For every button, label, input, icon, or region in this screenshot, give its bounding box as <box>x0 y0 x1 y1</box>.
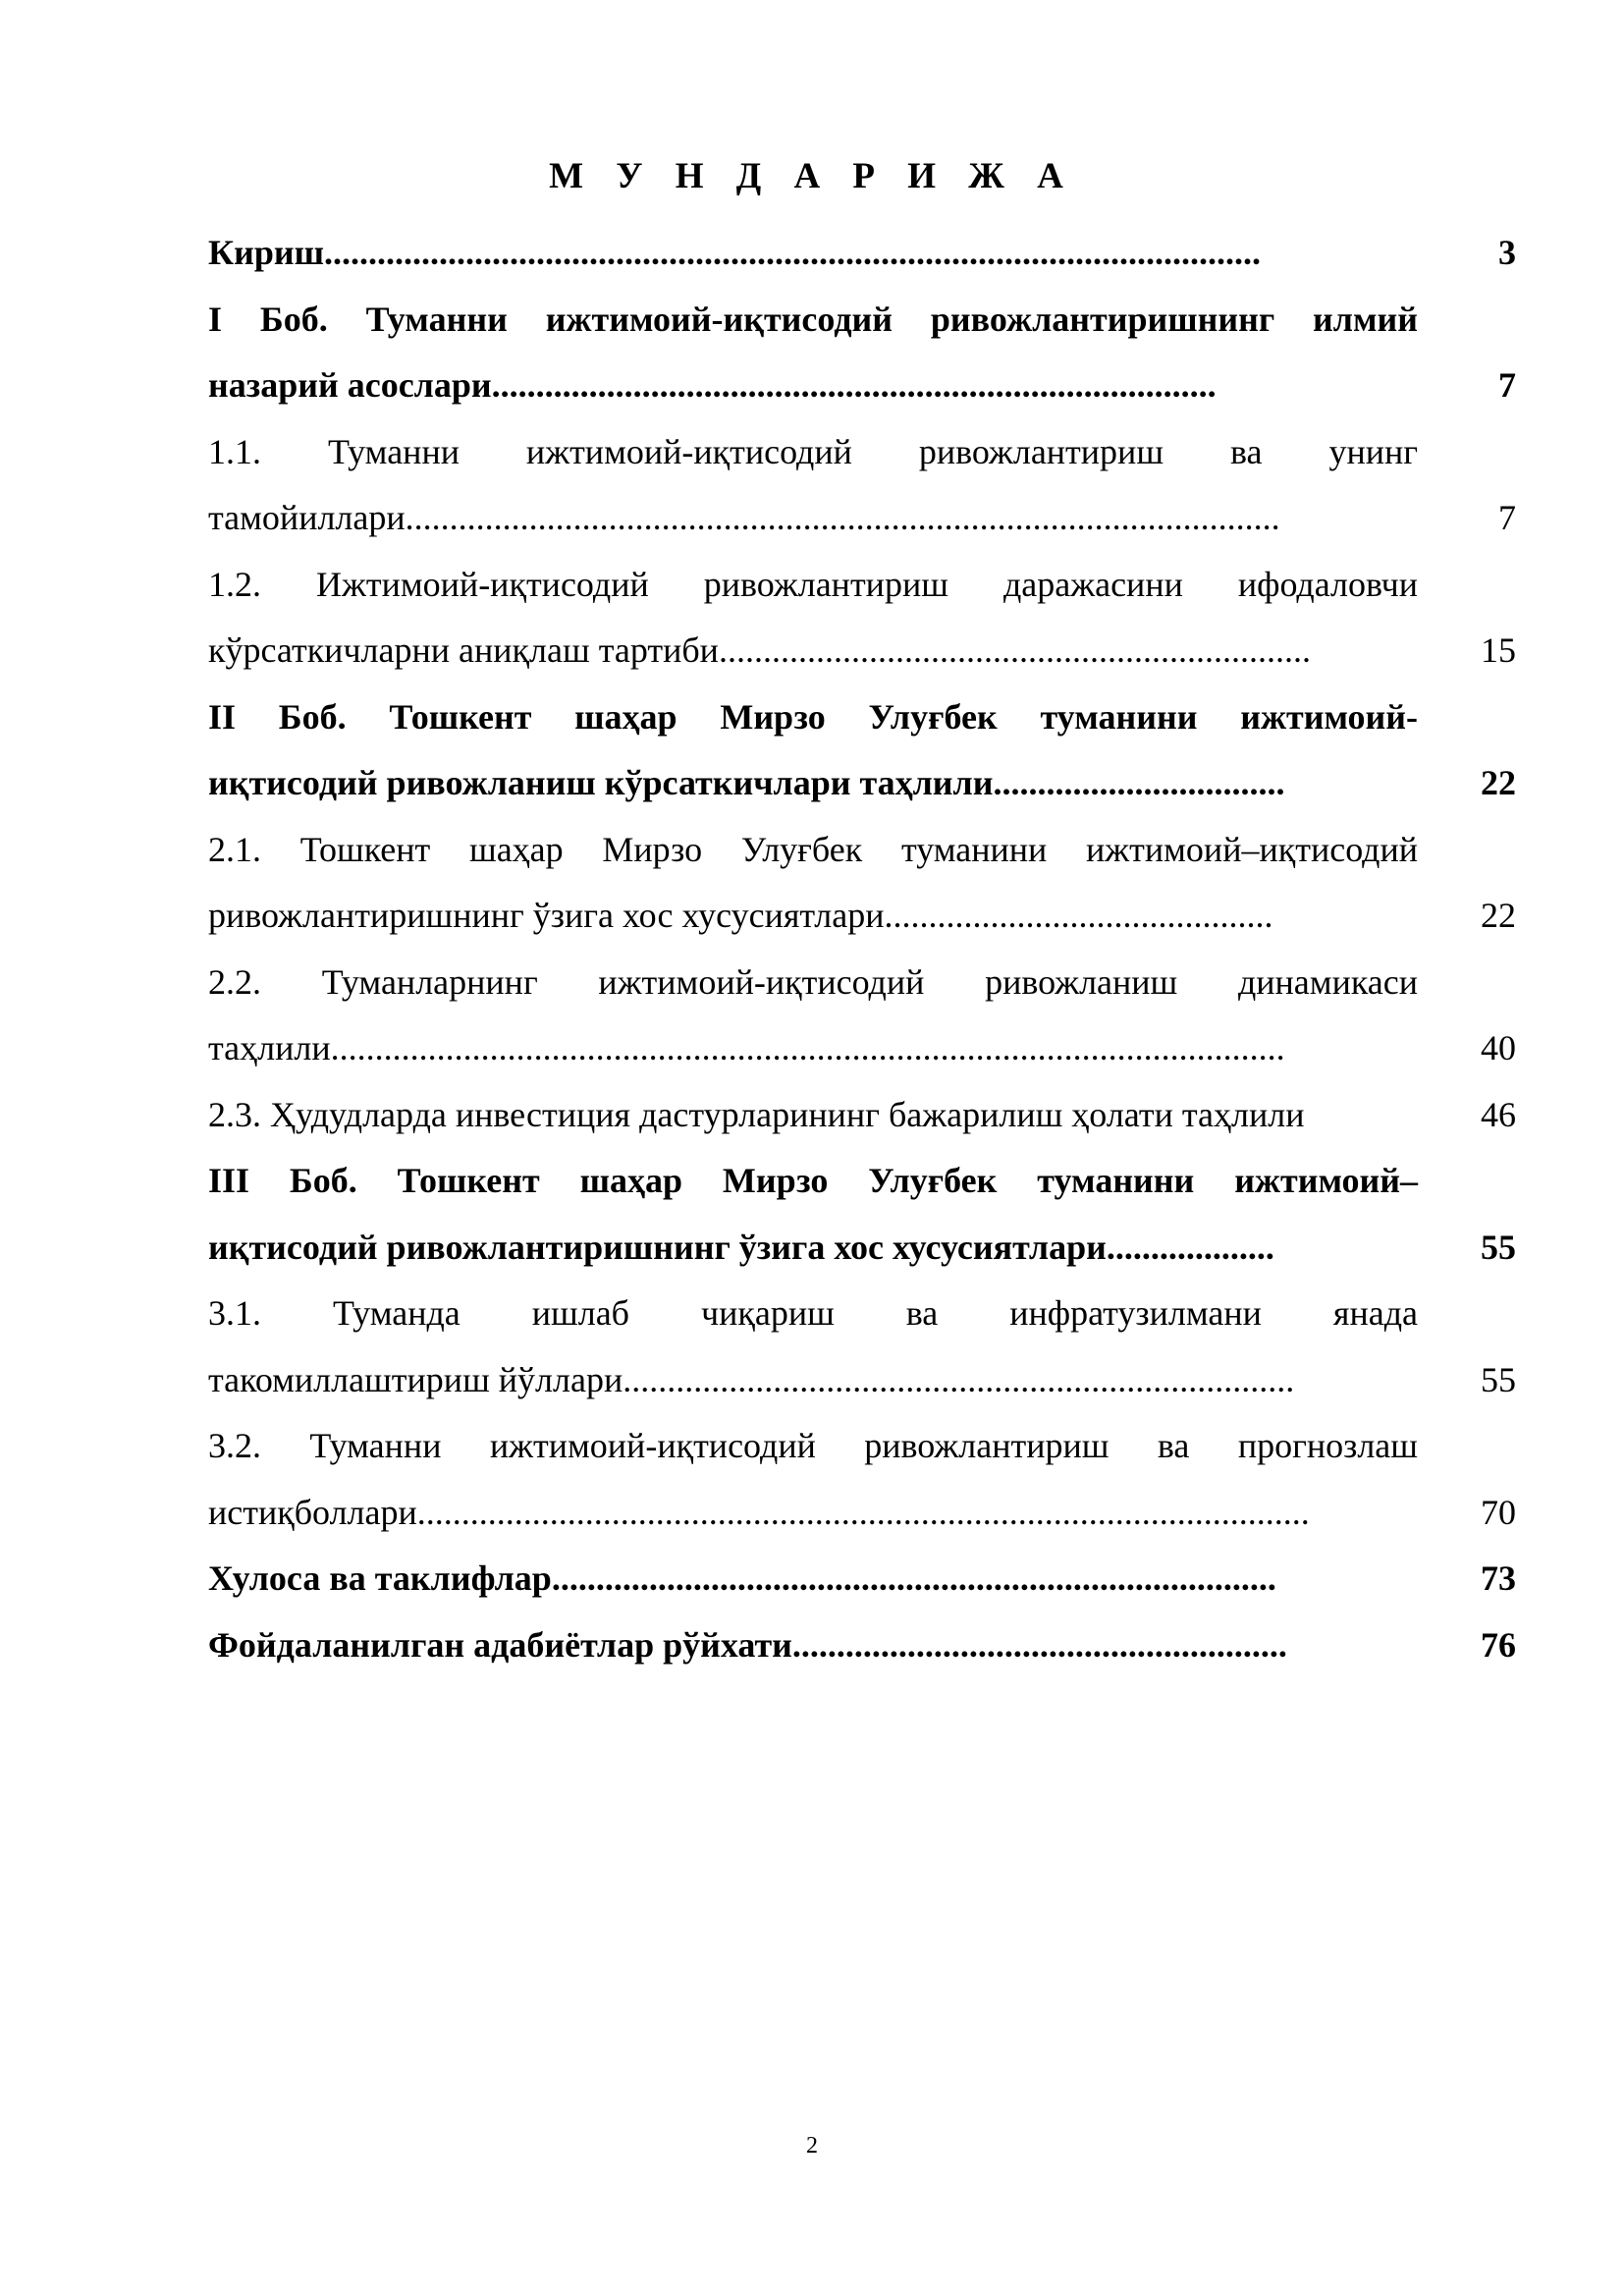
toc-entry-text: иқтисодий ривожланиш кўрсаткичлари таҳлили................................. <box>208 763 1285 802</box>
toc-entry[interactable] <box>208 684 1516 817</box>
toc-entry[interactable] <box>208 1613 1516 1679</box>
toc-page-number: 22 <box>1481 763 1516 802</box>
toc-entry-text: кўрсаткичларни аниқлаш тартиби................................................................... <box>208 630 1311 670</box>
toc-page-number: 46 <box>1481 1094 1516 1134</box>
toc-entry-text: назарий асослари.................................................................................. <box>208 365 1217 405</box>
toc-entry-text: ривожлантиришнинг ўзига хос хусусиятлари............................................ <box>208 896 1273 935</box>
toc-entry[interactable] <box>208 419 1516 552</box>
toc-page-number: 40 <box>1481 1028 1516 1067</box>
toc-entry-text: I Боб. Туманни ижтимоий-иқтисодий ривожлантиришнинг илмий <box>208 299 1418 339</box>
toc-entry-text: тамойиллари................................................................................................... <box>208 498 1280 537</box>
toc-entry-text: Фойдаланилган адабиётлар рўйхати........................................................ <box>208 1624 1287 1665</box>
toc-page-number: 55 <box>1481 1227 1516 1267</box>
toc-page-number: 73 <box>1481 1558 1516 1598</box>
toc-page-number: 76 <box>1481 1624 1516 1665</box>
toc-page-number: 22 <box>1481 896 1516 935</box>
toc-entry[interactable] <box>208 1082 1516 1149</box>
toc-entry-text: 2.2. Туманларнинг ижтимоий-иқтисодий ривожланиш динамикаси <box>208 961 1418 1002</box>
toc-entry-text: 1.2. Ижтимоий-иқтисодий ривожлантириш даражасини ифодаловчи <box>208 564 1418 604</box>
toc-entry-text: 3.2. Туманни ижтимоий-иқтисодий ривожлантириш ва прогнозлаш <box>208 1426 1418 1465</box>
toc-entry[interactable] <box>208 1413 1516 1546</box>
toc-entry-text: таҳлили............................................................................................................ <box>208 1028 1285 1067</box>
toc-entry-text: 2.3. Ҳудудларда инвестиция дастурларининг бажарилиш ҳолати таҳлили <box>208 1094 1305 1134</box>
toc-entry-text: 3.1. Туманда ишлаб чиқариш ва инфратузилмани янада <box>208 1293 1418 1333</box>
toc-entry[interactable] <box>208 950 1516 1082</box>
toc-entry-text: 1.1. Туманни ижтимоий-иқтисодий ривожлантириш ва унинг <box>208 431 1418 471</box>
toc-page-number: 70 <box>1481 1492 1516 1532</box>
toc-entry[interactable] <box>208 1148 1516 1281</box>
toc-entry-text: 2.1. Тошкент шаҳар Мирзо Улуғбек туманини ижтимоий–иқтисодий <box>208 829 1418 869</box>
toc-page-number: 55 <box>1481 1359 1516 1399</box>
toc-entry-text: Хулоса ва таклифлар.................................................................................. <box>208 1558 1276 1598</box>
toc-page-number: 15 <box>1481 630 1516 670</box>
toc-entry[interactable] <box>208 287 1516 419</box>
toc-entry[interactable] <box>208 1546 1516 1613</box>
page-title: М У Н Д А Р И Ж А <box>549 156 1075 196</box>
toc-entry-text: истиқболлари..................................................................................................... <box>208 1492 1310 1532</box>
toc-entry-text: III Боб. Тошкент шаҳар Мирзо Улуғбек туманини ижтимоий– <box>208 1161 1418 1200</box>
toc-entry[interactable] <box>208 817 1516 950</box>
toc-page-number: 7 <box>1498 498 1516 537</box>
table-of-contents <box>208 220 1516 1678</box>
toc-page-number: 7 <box>1498 365 1516 405</box>
toc-entry[interactable] <box>208 1281 1516 1413</box>
toc-entry-text: иқтисодий ривожлантиришнинг ўзига хос хусусиятлари................... <box>208 1227 1274 1267</box>
page-number: 2 <box>806 2133 818 2159</box>
toc-page-number: 3 <box>1498 233 1516 272</box>
toc-entry-text: такомиллаштириш йўллари............................................................................ <box>208 1359 1295 1399</box>
toc-entry-text: II Боб. Тошкент шаҳар Мирзо Улуғбек туманини ижтимоий- <box>208 696 1418 737</box>
toc-entry[interactable] <box>208 220 1516 287</box>
toc-entry[interactable] <box>208 552 1516 684</box>
toc-entry-text: Кириш.......................................................................................................... <box>208 233 1262 272</box>
